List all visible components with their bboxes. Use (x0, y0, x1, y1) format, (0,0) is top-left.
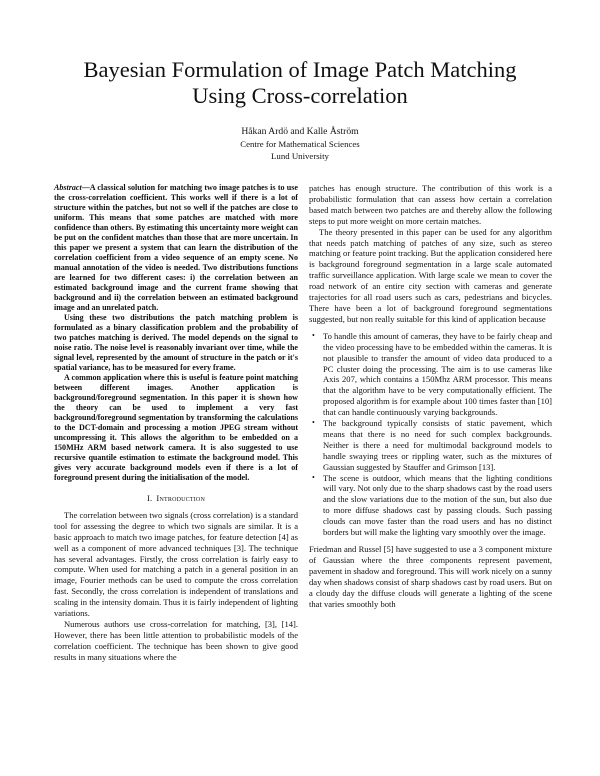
friedman-paragraph: Friedman and Russel [5] have suggested to use a 3 component mixture of Gaussian where the three components represent pavement, pavement in shadow and foreground. This will work nicely on a sunny day when shadows consist of sharp shadows cast by road users. But on a cloudy day the diffuse clouds will generate a lighting of the scene that varies smoothly both (309, 544, 552, 609)
right-column (309, 183, 552, 609)
section-title: Introduction (156, 493, 205, 503)
title-line-2: Using Cross-correlation (192, 83, 408, 108)
right-body-continued (309, 544, 552, 609)
bullet-icon: • (312, 330, 315, 340)
affiliation-line-2: Lund University (271, 151, 329, 161)
section-number: I. (146, 493, 153, 503)
title-line-1: Bayesian Formulation of Image Patch Matching (83, 57, 517, 82)
left-column (54, 183, 298, 663)
introduction-body (54, 510, 298, 663)
abstract-paragraph-3: A common application where this is useful is feature point matching between different images. Another application is background/foreground segmentation. In this paper it is shown how the theory can be used to implement a very fast background/foreground segmentation by transforming the calculations to the DCT-domain and processing a motion JPEG stream without uncompressing it. This allows the algorithm to be embedded on a 150MHz ARM based network camera. It is also suggested to use recursive quantile estimation to estimate the background model. This gives very accurate background models even if there is a lot of foreground present during the initialisation of the model. (54, 373, 298, 482)
list-item-text: The scene is outdoor, which means that the lighting conditions will vary. Not only due to the sharp shadows cast by the road users and the slow variations due to the motion of the sun, but also due to more diffuse shadows cast by passing clouds. Such passing clouds can move faster than the road users and has no distinct borders but will make the lighting vary smoothly over the image. (323, 472, 552, 538)
section-heading-introduction (54, 493, 298, 504)
abstract-text-1: —A classical solution for matching two image patches is to use the cross-correlation coefficient. This works well if there is a lot of structure within the patches, but not so well if the patches are close to uniform. This means that some patches are matched with more confidence than others. By estimating this uncertainty more weight can be put on the confident matches than those that are more uncertain. In this paper we present a system that can learn the distribution of the correlation coefficient from a video sequence of an empty scene. No manual annotation of the video is needed. Two distributions functions are learned for two different cases: i) the correlation between an estimated background image and the current frame showing that background and ii) the correlation between an estimated background image and an unrelated patch. (54, 183, 298, 312)
paper-affiliation (100, 138, 500, 162)
affiliation-line-1: Centre for Mathematical Sciences (240, 139, 360, 149)
paper-authors: Håkan Ardö and Kalle Åström (241, 126, 359, 137)
list-item-text: The background typically consists of static pavement, which means that there is no need for such complex backgrounds. Neither is there a need for multimodal background models to handle swaying trees or rippling water, such as the mixtures of Gaussian suggested by Stauffer and Grimson [13]. (323, 418, 552, 472)
list-item (309, 473, 552, 538)
intro-paragraph-2: Numerous authors use cross-correlation for matching, [3], [14]. However, there has been little attention to probabilistic models of the correlation coefficient. The technique has been shown to give good results in many situations where the (54, 618, 298, 662)
list-item-text: To handle this amount of cameras, they have to be fairly cheap and the video processing have to be embedded within the cameras. It is not plausible to transfer the amount of video data produced to a PC cluster doing the processing. The aim is to use cameras like Axis 207, which contains a 150Mhz ARM processor. This means that the algorithm have to be very computationally efficient. The proposed algorithm is for example about 100 times faster than [10] that can handle continuously varying backgrounds. (323, 330, 552, 418)
list-item (309, 331, 552, 418)
abstract-label: Abstract (54, 183, 82, 192)
bullet-icon: • (312, 418, 315, 428)
intro-paragraph-1: The correlation between two signals (cross correlation) is a standard tool for assessing the degree to which two signals are similar. It is a basic approach to match two image patches, for feature detection [4] as well as a component of more advanced techniques [3]. The technique has several advantages. Firstly, the cross correlation is fairly easy to compute. When used for matching a patch in a general position in an image, Fourier methods can be used to compute the cross correlation fast. Secondly, the cross correlation is independent of translations and scaling in the intensity domain. Thus it is fairly independent of lighting variations. (54, 509, 298, 619)
abstract-paragraph-1 (54, 183, 298, 313)
bullet-icon: • (312, 472, 315, 482)
continued-paragraph: patches has enough structure. The contribution of this work is a probabilistic formulation that can assess how certain a correlation based match between two patches are and thereby allow the following steps to put more weight on more certain matches. (309, 183, 552, 226)
paper-title (40, 57, 560, 109)
list-item (309, 418, 552, 473)
requirements-list (309, 331, 552, 538)
abstract (54, 183, 298, 483)
right-body (309, 183, 552, 325)
application-paragraph: The theory presented in this paper can be used for any algorithm that needs patch matching of patches of any size, such as stereo matching or feature point tracking. But the application considered here is background foreground segmentation in a large scale automated traffic surveillance application. With large scale we mean to cover the road network of an entire city section with cameras and generate trajectories for all road users such as cars, pedestrians and bicycles. There have been a lot of background foreground segmentations suggested, but non really suitable for this kind of application because (309, 226, 552, 324)
abstract-paragraph-2: Using these two distributions the patch matching problem is formulated as a binary classification problem and the probability of two patches matching is derived. The model depends on the signal to noise ratio. The noise level is reasonably invariant over time, while the signal level, represented by the amount of structure in the patch or it's spatial variance, has to be measured for every frame. (54, 313, 298, 372)
